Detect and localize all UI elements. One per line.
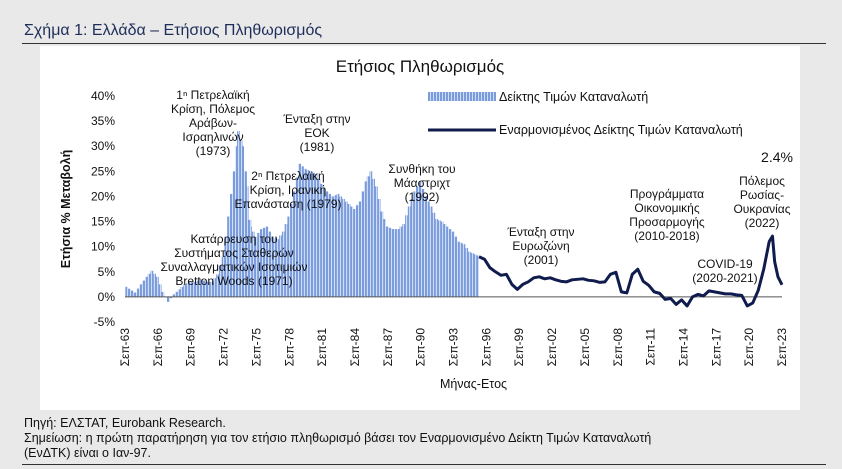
cpi-bar <box>348 204 351 297</box>
annotation-text: Προγράμματα <box>629 187 705 201</box>
annotation-text: Ισραηλινών <box>182 130 244 144</box>
cpi-bar <box>411 199 414 297</box>
cpi-bar <box>383 219 386 297</box>
x-tick-label: Σεπ-87 <box>380 328 395 367</box>
cpi-bar <box>452 232 455 297</box>
cpi-bar <box>353 209 356 297</box>
x-tick-label: Σεπ-84 <box>347 328 362 367</box>
annotation-text: Συστήματος Σταθερών <box>174 246 294 260</box>
cpi-bar <box>148 274 151 297</box>
cpi-bar <box>405 215 408 297</box>
x-tick-label: Σεπ-20 <box>742 328 757 367</box>
cpi-bar <box>460 243 463 297</box>
y-tick-label: 30% <box>90 139 115 154</box>
annotation-text: 2ⁿ Πετρελαϊκή <box>251 169 325 183</box>
annotation-text: (1981) <box>299 140 335 154</box>
annotation-text: Αράβων- <box>188 116 238 130</box>
x-tick-label: Σεπ-08 <box>610 328 625 367</box>
x-tick-label: Σεπ-66 <box>150 328 165 367</box>
inflation-chart <box>40 46 800 410</box>
x-tick-label: Σεπ-78 <box>282 328 297 367</box>
cpi-bar <box>468 252 471 297</box>
x-tick-label: Σεπ-11 <box>643 328 658 366</box>
y-tick-label: 20% <box>90 189 115 204</box>
cpi-bar <box>339 196 342 296</box>
cpi-bar <box>178 289 181 297</box>
cpi-bar <box>408 206 411 296</box>
annotation-text: Μάαστριχτ <box>393 176 451 190</box>
x-tick-label: Σεπ-23 <box>775 328 789 367</box>
cpi-bar <box>471 253 474 297</box>
annotation-text: Κρίση, Πόλεμος <box>170 102 256 116</box>
cpi-bar <box>140 284 143 297</box>
cpi-bar <box>367 176 370 297</box>
cpi-bar <box>397 229 400 297</box>
cpi-bar <box>476 255 479 296</box>
y-tick-label: 15% <box>90 214 115 229</box>
figure-title: Σχήμα 1: Ελλάδα – Ετήσιος Πληθωρισμός <box>24 22 323 39</box>
cpi-bar <box>380 212 383 297</box>
y-tick-label: 35% <box>90 114 115 129</box>
cpi-bar <box>402 224 405 297</box>
annotation-text: Κρίση, Ιρανική <box>249 183 327 197</box>
x-tick-label: Σεπ-69 <box>183 328 198 367</box>
x-tick-label: Σεπ-05 <box>577 328 592 367</box>
cpi-bar <box>424 196 427 296</box>
y-tick-label: 5% <box>97 264 115 279</box>
x-tick-label: Σεπ-90 <box>413 328 428 367</box>
cpi-bar <box>438 220 441 297</box>
cpi-bar <box>389 228 392 297</box>
source-text: Πηγή: ΕΛΣΤΑΤ, Eurobank Research. <box>24 416 226 430</box>
annotation-text: Κατάρρευση του <box>190 232 278 246</box>
cpi-bar <box>156 277 159 297</box>
chart-panel <box>40 46 800 410</box>
annotation-text: Συναλλαγματικών Ισοτιμιών <box>160 260 308 274</box>
cpi-bar <box>142 281 145 297</box>
cpi-bar <box>463 244 466 297</box>
annotation-text: Συνθήκη του <box>388 162 456 176</box>
cpi-bar <box>370 171 373 297</box>
cpi-bar <box>350 206 353 296</box>
cpi-bar <box>175 292 178 297</box>
cpi-bar <box>394 229 397 297</box>
bottom-divider <box>22 464 826 465</box>
cpi-bar <box>386 227 389 297</box>
x-tick-label: Σεπ-99 <box>512 328 527 367</box>
annotation-text: Προσαρμογής <box>629 215 705 229</box>
chart-title: Ετήσιος Πληθωρισμός <box>335 57 505 76</box>
cpi-bar <box>359 201 362 296</box>
y-tick-label: 0% <box>97 289 115 304</box>
annotation-text: Ένταξη στην <box>507 225 575 239</box>
legend-label-hicp: Εναρμονισμένος Δείκτης Τιμών Καταναλωτή <box>499 123 743 137</box>
cpi-bar <box>375 186 378 296</box>
x-tick-label: Σεπ-72 <box>216 328 231 367</box>
cpi-bar <box>361 191 364 296</box>
x-tick-label: Σεπ-02 <box>545 328 560 367</box>
cpi-bar <box>345 201 348 296</box>
legend-swatch-cpi <box>428 92 496 101</box>
cpi-bar <box>435 219 438 297</box>
cpi-bar <box>134 293 137 297</box>
x-tick-label: Σεπ-93 <box>446 328 461 367</box>
annotation-text: Οικονομικής <box>634 201 700 215</box>
annotation-text: Πόλεμος <box>739 174 785 188</box>
annotation-text: (2020-2021) <box>692 271 758 285</box>
cpi-bar <box>342 199 345 297</box>
annotation-text: Ουκρανίας <box>733 202 791 216</box>
cpi-bar <box>161 292 164 297</box>
cpi-bar <box>128 289 131 297</box>
cpi-bar <box>465 248 468 297</box>
cpi-bar <box>331 196 334 296</box>
cpi-bar <box>474 254 477 297</box>
cpi-bar <box>356 205 359 297</box>
cpi-bar <box>443 224 446 297</box>
annotation-text: Επανάσταση (1979) <box>234 197 342 211</box>
annotation-text: Ένταξη στην <box>283 112 351 126</box>
x-tick-label: Σεπ-96 <box>479 328 494 367</box>
legend-label-cpi: Δείκτης Τιμών Καταναλωτή <box>499 90 649 104</box>
note-text-line1: Σημείωση: η πρώτη παρατήρηση για τον ετήσιο πληθωρισμό βάσει τον Εναρμονισμένο Δείκτη Τιμών Καταναλωτή <box>24 431 652 445</box>
x-tick-label: Σεπ-63 <box>118 328 132 367</box>
x-tick-label: Σεπ-14 <box>676 328 691 367</box>
cpi-bar <box>432 213 435 297</box>
cpi-bar <box>422 189 425 297</box>
annotation-text: 2.4% <box>761 149 793 165</box>
cpi-bar <box>364 181 367 297</box>
cpi-bar <box>378 199 381 297</box>
cpi-bar <box>427 201 430 296</box>
cpi-bar <box>457 242 460 297</box>
cpi-bar <box>391 229 394 297</box>
annotation-text: (1973) <box>195 144 231 158</box>
annotation-text: Ευρωζώνη <box>512 239 570 253</box>
annotation-text: (2022) <box>744 216 780 230</box>
x-tick-label: Σεπ-75 <box>249 328 264 367</box>
y-tick-label: -5% <box>93 315 115 329</box>
y-tick-label: 25% <box>90 164 115 179</box>
cpi-bar <box>145 277 148 297</box>
cpi-bar <box>446 227 449 297</box>
note-text-line2: (ΕνΔΤΚ) είναι ο Ιαν-97. <box>24 446 151 460</box>
annotation-text: (1992) <box>404 190 440 204</box>
cpi-bar <box>167 297 170 302</box>
cpi-bar <box>137 289 140 297</box>
x-tick-label: Σεπ-81 <box>315 328 330 367</box>
annotation-text: Ρωσίας- <box>739 188 785 202</box>
title-divider <box>22 43 826 44</box>
x-axis-label: Μήνας-Ετος <box>439 377 508 391</box>
y-tick-label: 10% <box>90 239 115 254</box>
cpi-bar <box>125 287 128 297</box>
x-tick-label: Σεπ-17 <box>709 328 724 367</box>
cpi-bar <box>449 229 452 297</box>
cpi-bar <box>441 222 444 297</box>
annotation-text: COVID-19 <box>697 257 753 271</box>
cpi-bar <box>400 227 403 297</box>
y-tick-label: 40% <box>90 89 115 103</box>
annotation-text: (2010-2018) <box>634 229 700 243</box>
cpi-bar <box>181 287 184 297</box>
cpi-bar <box>372 179 375 297</box>
cpi-bar <box>454 237 457 297</box>
annotation-text: ΕΟΚ <box>304 126 330 140</box>
annotation-text: Bretton Woods (1971) <box>175 274 293 288</box>
annotation-text: (2001) <box>523 253 559 267</box>
cpi-bar <box>159 284 162 297</box>
y-axis-label: Ετήσια % Μεταβολή <box>59 149 73 269</box>
cpi-bar <box>131 291 134 297</box>
cpi-bar <box>413 191 416 296</box>
cpi-bar <box>153 274 156 297</box>
cpi-bar <box>430 206 433 296</box>
annotation-text: 1ⁿ Πετρελαϊκή <box>176 88 250 102</box>
cpi-bar <box>151 271 154 297</box>
